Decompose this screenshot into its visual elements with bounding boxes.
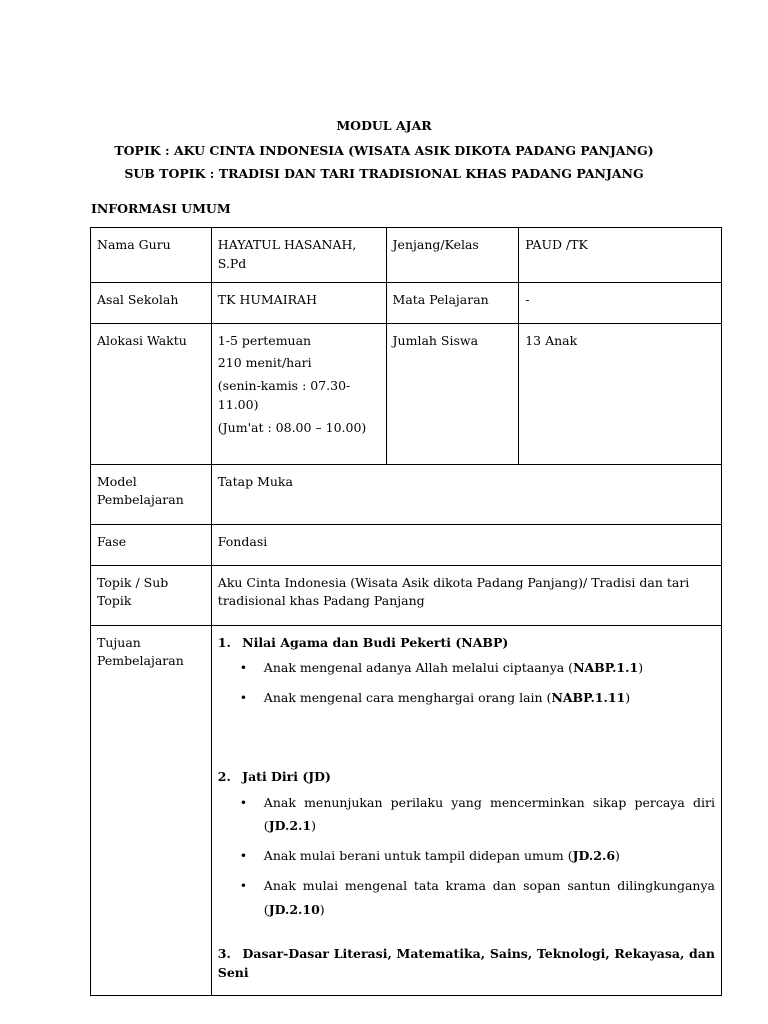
list-item: • Anak mengenal cara menghargai orang lain (NABP.1.11) [218,686,715,710]
jenjang-value: PAUD /TK [519,228,722,283]
bullet-icon: • [239,877,248,893]
table-row [91,625,722,995]
bullet-icon: • [239,794,248,810]
goal-heading: 2. Jati Diri (JD) [217,768,331,784]
alokasi-line: (Jum'at : 08.00 – 10.00) [217,419,367,435]
goal-heading: 3. Dasar-Dasar Literasi, Matematika, Sains, Teknologi, Rekayasa, dan Seni [217,946,715,980]
topik-label: Topik / Sub Topik [91,565,212,625]
goal-list [218,791,715,922]
table-row [91,323,722,464]
table-row [91,565,722,625]
bullet-icon: • [239,848,248,863]
table-row [91,524,722,565]
fase-value: Fondasi [211,524,721,565]
table-row [91,228,722,283]
alokasi-line: 1-5 pertemuan [217,332,312,348]
list-item: • Anak mulai mengenal tata krama dan sopan santun dilingkunganya (JD.2.10) [218,874,715,922]
alokasi-value [211,323,386,464]
alokasi-line: 210 menit/hari [217,355,312,371]
bullet-icon: • [239,660,248,676]
jumlah-value: 13 Anak [519,323,722,464]
table-row [91,282,722,323]
goal-list [218,656,715,710]
list-item: • Anak mengenal adanya Allah melalui ciptaanya (NABP.1.1) [218,656,715,680]
jumlah-label: Jumlah Siswa [386,323,519,464]
goal-heading: 1. Nilai Agama dan Budi Pekerti (NABP) [217,634,509,650]
info-table [90,227,722,996]
topik-value: Aku Cinta Indonesia (Wisata Asik dikota Padang Panjang)/ Tradisi dan tari tradisional khas Padang Panjang [211,565,721,625]
fase-label: Fase [91,524,212,565]
mapel-label: Mata Pelajaran [386,282,519,323]
mapel-value: - [519,282,722,323]
tujuan-label: Tujuan Pembelajaran [91,625,212,995]
tujuan-content [211,625,721,995]
model-value: Tatap Muka [211,464,721,524]
model-label: Model Pembelajaran [91,464,212,524]
table-row [91,464,722,524]
section-title: INFORMASI UMUM [91,201,231,216]
doc-topic: TOPIK : AKU CINTA INDONESIA (WISATA ASIK DIKOTA PADANG PANJANG) [114,143,654,158]
alokasi-line: (senin-kamis : 07.30-11.00) [217,378,351,412]
bullet-icon: • [239,690,248,705]
doc-subtopic: SUB TOPIK : TRADISI DAN TARI TRADISIONAL KHAS PADANG PANJANG [124,166,644,181]
list-item: • Anak menunjukan perilaku yang mencerminkan sikap percaya diri (JD.2.1) [218,791,715,839]
doc-title: MODUL AJAR [336,118,432,133]
nama-guru-value: HAYATUL HASANAH, S.Pd [211,228,386,283]
asal-sekolah-value: TK HUMAIRAH [211,282,386,323]
asal-sekolah-label: Asal Sekolah [91,282,212,323]
alokasi-label: Alokasi Waktu [91,323,212,464]
nama-guru-label: Nama Guru [91,228,212,283]
list-item: • Anak mulai berani untuk tampil didepan umum (JD.2.6) [218,844,715,868]
jenjang-label: Jenjang/Kelas [386,228,519,283]
